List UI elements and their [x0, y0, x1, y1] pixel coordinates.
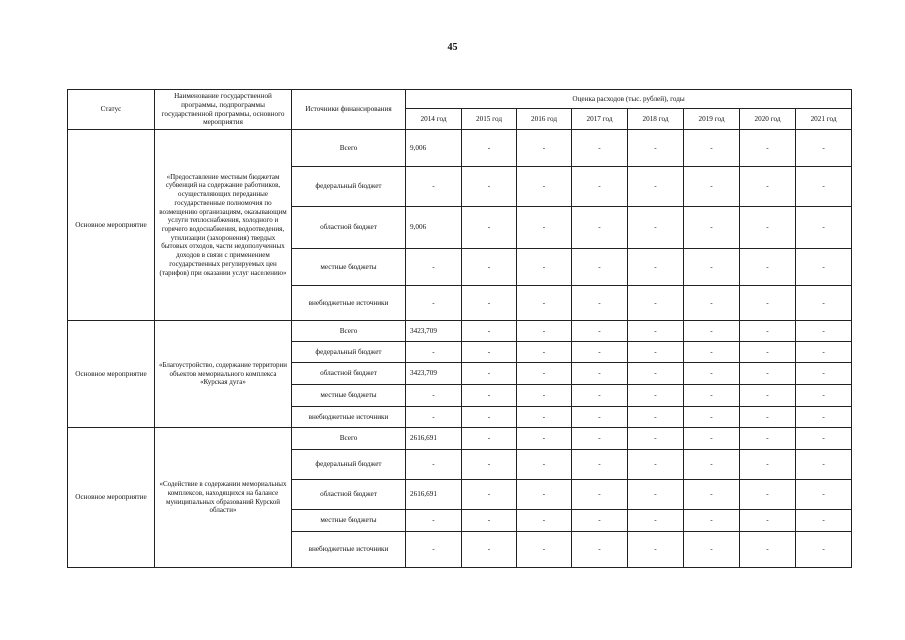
- value-cell: -: [684, 428, 740, 450]
- header-status: Статус: [68, 90, 155, 130]
- value-cell: -: [796, 342, 852, 363]
- value-cell: -: [740, 130, 796, 167]
- value-cell: -: [406, 532, 462, 568]
- value-cell: -: [796, 130, 852, 167]
- value-cell: -: [740, 510, 796, 532]
- value-cell: -: [628, 363, 684, 385]
- value-cell: -: [572, 167, 628, 207]
- value-cell: -: [517, 130, 572, 167]
- value-cell: -: [628, 510, 684, 532]
- value-cell: -: [572, 532, 628, 568]
- value-cell: -: [406, 385, 462, 407]
- funding-source-cell: федеральный бюджет: [292, 450, 406, 480]
- table-body: [68, 130, 852, 568]
- measure-name-cell: «Содействие в содержании мемориальных комплексов, находящихся на балансе муниципальных образований Курской области»: [155, 428, 292, 568]
- value-cell: -: [462, 207, 517, 249]
- value-cell: -: [572, 428, 628, 450]
- value-cell: -: [572, 363, 628, 385]
- value-cell: -: [740, 363, 796, 385]
- header-year: 2016 год: [517, 109, 572, 130]
- value-cell: -: [517, 249, 572, 286]
- value-cell: -: [406, 167, 462, 207]
- value-cell: -: [406, 286, 462, 321]
- value-cell: -: [740, 286, 796, 321]
- value-cell: -: [462, 450, 517, 480]
- value-cell: -: [740, 167, 796, 207]
- value-cell: 9,006: [406, 207, 462, 249]
- funding-source-cell: федеральный бюджет: [292, 342, 406, 363]
- value-cell: -: [462, 480, 517, 510]
- value-cell: -: [517, 428, 572, 450]
- value-cell: -: [684, 321, 740, 342]
- value-cell: -: [406, 342, 462, 363]
- value-cell: -: [462, 167, 517, 207]
- value-cell: -: [628, 450, 684, 480]
- value-cell: -: [796, 286, 852, 321]
- value-cell: -: [796, 510, 852, 532]
- value-cell: -: [740, 532, 796, 568]
- value-cell: -: [740, 480, 796, 510]
- value-cell: -: [796, 532, 852, 568]
- value-cell: -: [462, 321, 517, 342]
- value-cell: -: [462, 428, 517, 450]
- header-year: 2019 год: [684, 109, 740, 130]
- value-cell: -: [628, 130, 684, 167]
- value-cell: -: [462, 532, 517, 568]
- value-cell: -: [740, 450, 796, 480]
- value-cell: -: [517, 286, 572, 321]
- value-cell: -: [796, 321, 852, 342]
- value-cell: -: [684, 130, 740, 167]
- value-cell: 2616,691: [406, 428, 462, 450]
- value-cell: -: [740, 207, 796, 249]
- budget-table: [67, 89, 852, 568]
- value-cell: -: [684, 385, 740, 407]
- funding-source-cell: Всего: [292, 321, 406, 342]
- value-cell: -: [462, 385, 517, 407]
- value-cell: -: [628, 342, 684, 363]
- value-cell: -: [462, 342, 517, 363]
- funding-source-cell: местные бюджеты: [292, 385, 406, 407]
- value-cell: -: [796, 363, 852, 385]
- table-row: [68, 428, 852, 450]
- value-cell: 2616,691: [406, 480, 462, 510]
- value-cell: -: [517, 207, 572, 249]
- value-cell: -: [684, 167, 740, 207]
- header-sources: Источники финансирования: [292, 90, 406, 130]
- value-cell: -: [684, 532, 740, 568]
- value-cell: -: [517, 321, 572, 342]
- funding-source-cell: Всего: [292, 130, 406, 167]
- value-cell: -: [628, 286, 684, 321]
- value-cell: -: [628, 385, 684, 407]
- value-cell: -: [796, 450, 852, 480]
- header-year: 2015 год: [462, 109, 517, 130]
- value-cell: -: [628, 407, 684, 428]
- funding-source-cell: федеральный бюджет: [292, 167, 406, 207]
- value-cell: -: [517, 342, 572, 363]
- value-cell: -: [572, 342, 628, 363]
- value-cell: -: [796, 249, 852, 286]
- funding-source-cell: внебюджетные источники: [292, 532, 406, 568]
- value-cell: -: [462, 249, 517, 286]
- value-cell: -: [572, 480, 628, 510]
- status-cell: Основное мероприятие: [68, 130, 155, 321]
- funding-source-cell: областной бюджет: [292, 480, 406, 510]
- header-year: 2021 год: [796, 109, 852, 130]
- funding-source-cell: Всего: [292, 428, 406, 450]
- value-cell: -: [628, 532, 684, 568]
- value-cell: -: [628, 428, 684, 450]
- value-cell: -: [684, 363, 740, 385]
- value-cell: -: [572, 130, 628, 167]
- value-cell: -: [572, 450, 628, 480]
- value-cell: -: [740, 342, 796, 363]
- measure-name-cell: «Благоустройство, содержание территории объектов мемориального комплекса «Курская дуга»: [155, 321, 292, 428]
- value-cell: -: [462, 363, 517, 385]
- value-cell: -: [628, 207, 684, 249]
- value-cell: -: [406, 510, 462, 532]
- value-cell: -: [462, 130, 517, 167]
- value-cell: -: [684, 510, 740, 532]
- value-cell: 3423,709: [406, 363, 462, 385]
- value-cell: -: [740, 249, 796, 286]
- value-cell: -: [796, 407, 852, 428]
- value-cell: -: [517, 450, 572, 480]
- header-year: 2014 год: [406, 109, 462, 130]
- value-cell: -: [517, 167, 572, 207]
- value-cell: -: [684, 407, 740, 428]
- value-cell: -: [684, 480, 740, 510]
- value-cell: -: [684, 342, 740, 363]
- value-cell: -: [572, 385, 628, 407]
- header-year: 2017 год: [572, 109, 628, 130]
- measure-name-cell: «Предоставление местным бюджетам субвенций на содержание работников, осуществляющих переданные государственные полномочия по возмещению организациям, оказывающим услуги теплоснабжения, холодного и горячего водоснабжения, водоотведения, утилизации (захоронения) твердых бытовых отходов, части недополученных доходов в связи с применением государственных регулируемых цен (тарифов) при оказании услуг населению»: [155, 130, 292, 321]
- value-cell: -: [684, 286, 740, 321]
- value-cell: -: [628, 167, 684, 207]
- value-cell: -: [406, 450, 462, 480]
- value-cell: -: [796, 167, 852, 207]
- value-cell: -: [740, 407, 796, 428]
- status-cell: Основное мероприятие: [68, 321, 155, 428]
- value-cell: -: [684, 450, 740, 480]
- value-cell: -: [572, 510, 628, 532]
- value-cell: -: [462, 510, 517, 532]
- value-cell: -: [796, 207, 852, 249]
- status-cell: Основное мероприятие: [68, 428, 155, 568]
- value-cell: -: [517, 532, 572, 568]
- page-number: 45: [447, 42, 458, 53]
- value-cell: -: [572, 249, 628, 286]
- value-cell: 3423,709: [406, 321, 462, 342]
- value-cell: -: [628, 480, 684, 510]
- value-cell: -: [517, 510, 572, 532]
- value-cell: -: [796, 428, 852, 450]
- value-cell: -: [462, 407, 517, 428]
- value-cell: -: [517, 385, 572, 407]
- table-row: [68, 130, 852, 167]
- value-cell: -: [628, 321, 684, 342]
- value-cell: -: [740, 428, 796, 450]
- value-cell: -: [740, 321, 796, 342]
- value-cell: -: [517, 480, 572, 510]
- value-cell: -: [684, 249, 740, 286]
- value-cell: -: [796, 385, 852, 407]
- header-year: 2020 год: [740, 109, 796, 130]
- value-cell: -: [628, 249, 684, 286]
- value-cell: -: [572, 321, 628, 342]
- funding-source-cell: областной бюджет: [292, 207, 406, 249]
- value-cell: -: [572, 286, 628, 321]
- header-name: Наименование государственной программы, подпрограммы государственной программы, основного мероприятия: [155, 90, 292, 130]
- value-cell: -: [740, 385, 796, 407]
- value-cell: -: [517, 407, 572, 428]
- funding-source-cell: внебюджетные источники: [292, 286, 406, 321]
- value-cell: -: [684, 207, 740, 249]
- funding-source-cell: внебюджетные источники: [292, 407, 406, 428]
- value-cell: -: [406, 249, 462, 286]
- value-cell: -: [572, 207, 628, 249]
- value-cell: -: [796, 480, 852, 510]
- table-row: [68, 321, 852, 342]
- funding-source-cell: местные бюджеты: [292, 249, 406, 286]
- funding-source-cell: областной бюджет: [292, 363, 406, 385]
- value-cell: -: [462, 286, 517, 321]
- value-cell: 9,006: [406, 130, 462, 167]
- value-cell: -: [406, 407, 462, 428]
- value-cell: -: [517, 363, 572, 385]
- header-year: 2018 год: [628, 109, 684, 130]
- header-estimate: Оценка расходов (тыс. рублей), годы: [406, 90, 852, 109]
- value-cell: -: [572, 407, 628, 428]
- funding-source-cell: местные бюджеты: [292, 510, 406, 532]
